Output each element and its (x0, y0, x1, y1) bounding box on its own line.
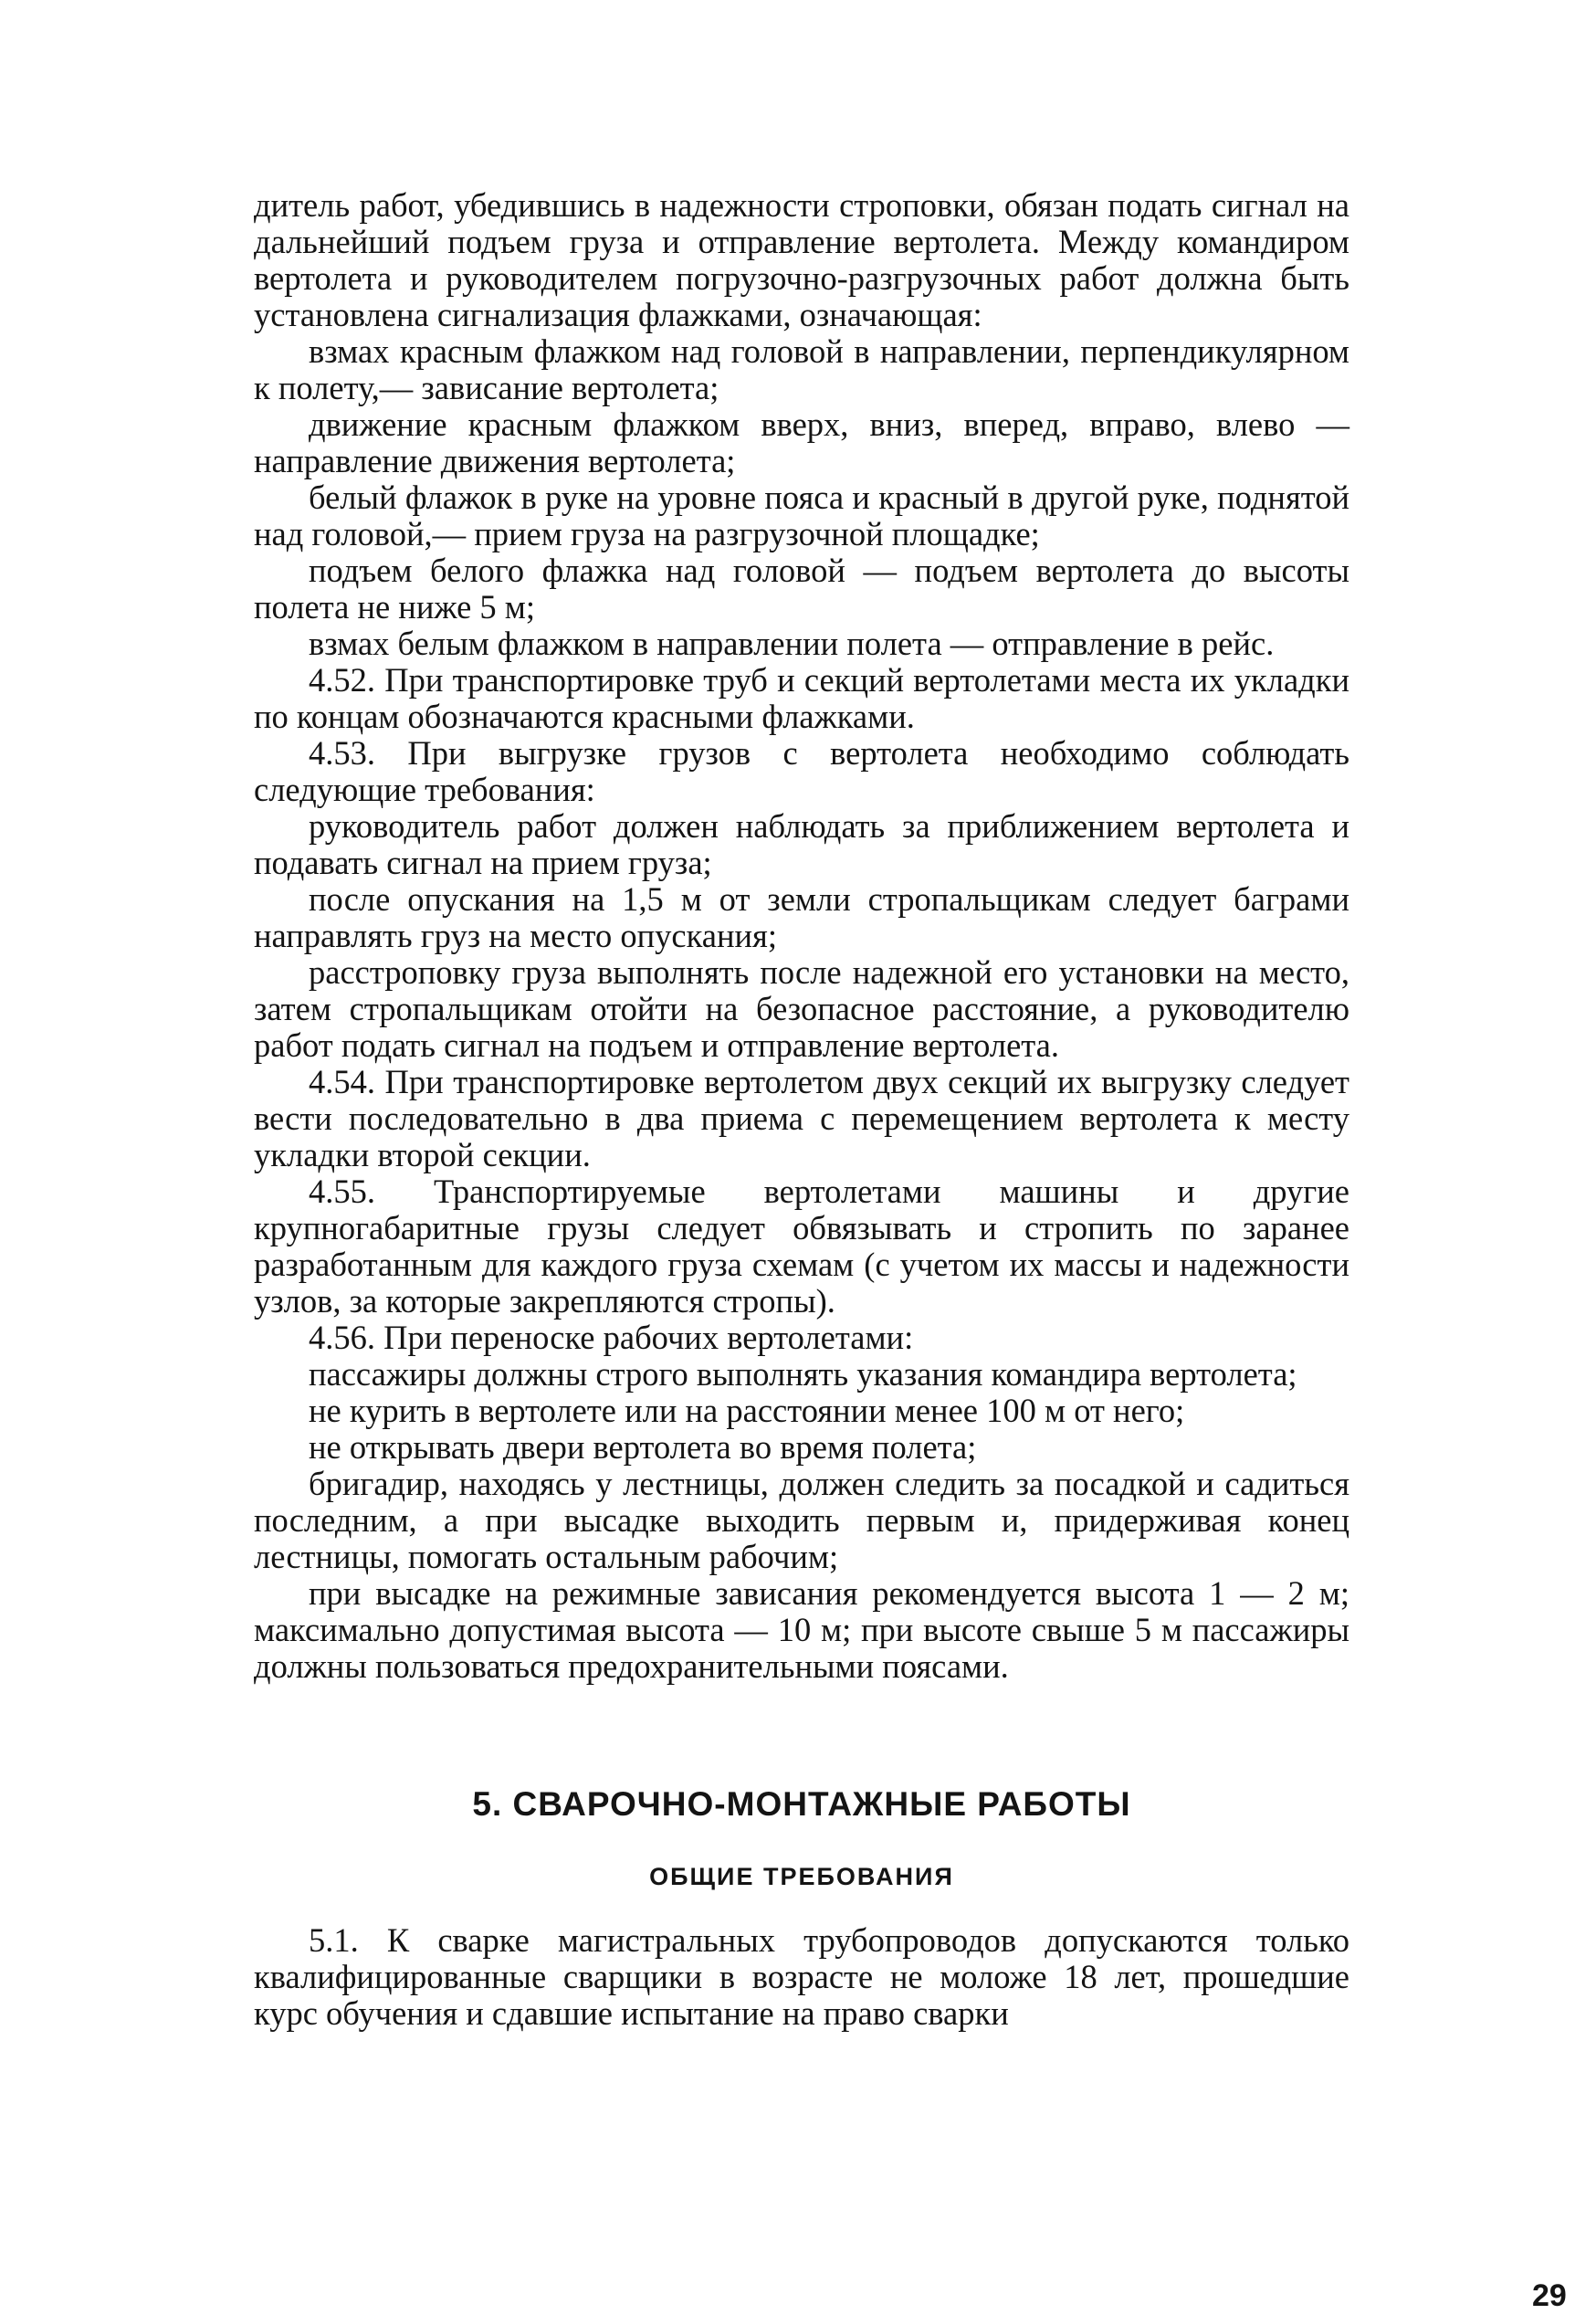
paragraph: дитель работ, убедившись в надежности строповки, обязан подать сигнал на дальнейший подъем груза и отправление вертолета. Между командиром вертолета и руководителем погрузочно-разгрузочных работ должна быть установлена сигнализация флажками, означающая: (254, 186, 1349, 333)
paragraph: пассажиры должны строго выполнять указания командира вертолета; (309, 1355, 1297, 1393)
subsection-title: ОБЩИЕ ТРЕБОВАНИЯ (649, 1863, 954, 1890)
page (254, 186, 1567, 2313)
paragraph: 4.52. При транспортировке труб и секций вертолетами места их укладки по концам обозначаются красными флажками. (254, 661, 1349, 735)
paragraph: 4.53. При выгрузке грузов с вертолета необходимо соблюдать следующие требования: (254, 734, 1349, 808)
paragraph: бригадир, находясь у лестницы, должен следить за посадкой и садиться последним, а при высадке выходить первым и, придерживая конец лестницы, помогать остальным рабочим; (254, 1465, 1349, 1575)
paragraph: взмах красным флажком над головой в направлении, перпендикулярном к полету,— зависание вертолета; (254, 332, 1349, 406)
paragraph: взмах белым флажком в направлении полета — отправление в рейс. (309, 625, 1275, 662)
paragraph: при высадке на режимные зависания рекомендуется высота 1 — 2 м; максимально допустимая высота — 10 м; при высоте свыше 5 м пассажиры должны пользоваться предохранительными поясами. (254, 1574, 1349, 1685)
paragraph: 4.54. При транспортировке вертолетом двух секций их выгрузку следует вести последовательно в два приема с перемещением вертолета к месту укладки второй секции. (254, 1063, 1349, 1173)
paragraph: после опускания на 1,5 м от земли стропальщикам следует баграми направлять груз на место опускания; (254, 880, 1349, 954)
paragraph: движение красным флажком вверх, вниз, вперед, вправо, влево — направление движения вертолета; (254, 405, 1349, 479)
section-title: 5. СВАРОЧНО-МОНТАЖНЫЕ РАБОТЫ (472, 1785, 1131, 1823)
paragraph: 5.1. К сварке магистральных трубопроводов допускаются только квалифицированные сварщики в возрасте не моложе 18 лет, прошедшие курс обучения и сдавшие испытание на право сварки (254, 1921, 1349, 2032)
paragraph: белый флажок в руке на уровне пояса и красный в другой руке, поднятой над головой,— прием груза на разгрузочной площадке; (254, 479, 1349, 552)
paragraph: 4.56. При переноске рабочих вертолетами: (309, 1319, 914, 1356)
section-body (254, 1922, 1349, 2032)
paragraph: руководитель работ должен наблюдать за приближением вертолета и подавать сигнал на прием груза; (254, 807, 1349, 881)
paragraph: не курить в вертолете или на расстоянии менее 100 м от него; (309, 1392, 1185, 1429)
paragraph: подъем белого флажка над головой — подъем вертолета до высоты полета не ниже 5 м; (254, 552, 1349, 626)
paragraph: расстроповку груза выполнять после надежной его установки на место, затем стропальщикам отойти на безопасное расстояние, а руководителю работ подать сигнал на подъем и отправление вертолета. (254, 953, 1349, 1064)
paragraph: не открывать двери вертолета во время полета; (309, 1428, 977, 1466)
body-text-top (254, 187, 1349, 1685)
paragraph: 4.55. Транспортируемые вертолетами машины и другие крупногабаритные грузы следует обвязывать и стропить по заранее разработанным для каждого груза схемам (с учетом их массы и надежности узлов, за которые закрепляются стропы). (254, 1173, 1349, 1320)
page-number: 29 (1532, 2278, 1567, 2313)
